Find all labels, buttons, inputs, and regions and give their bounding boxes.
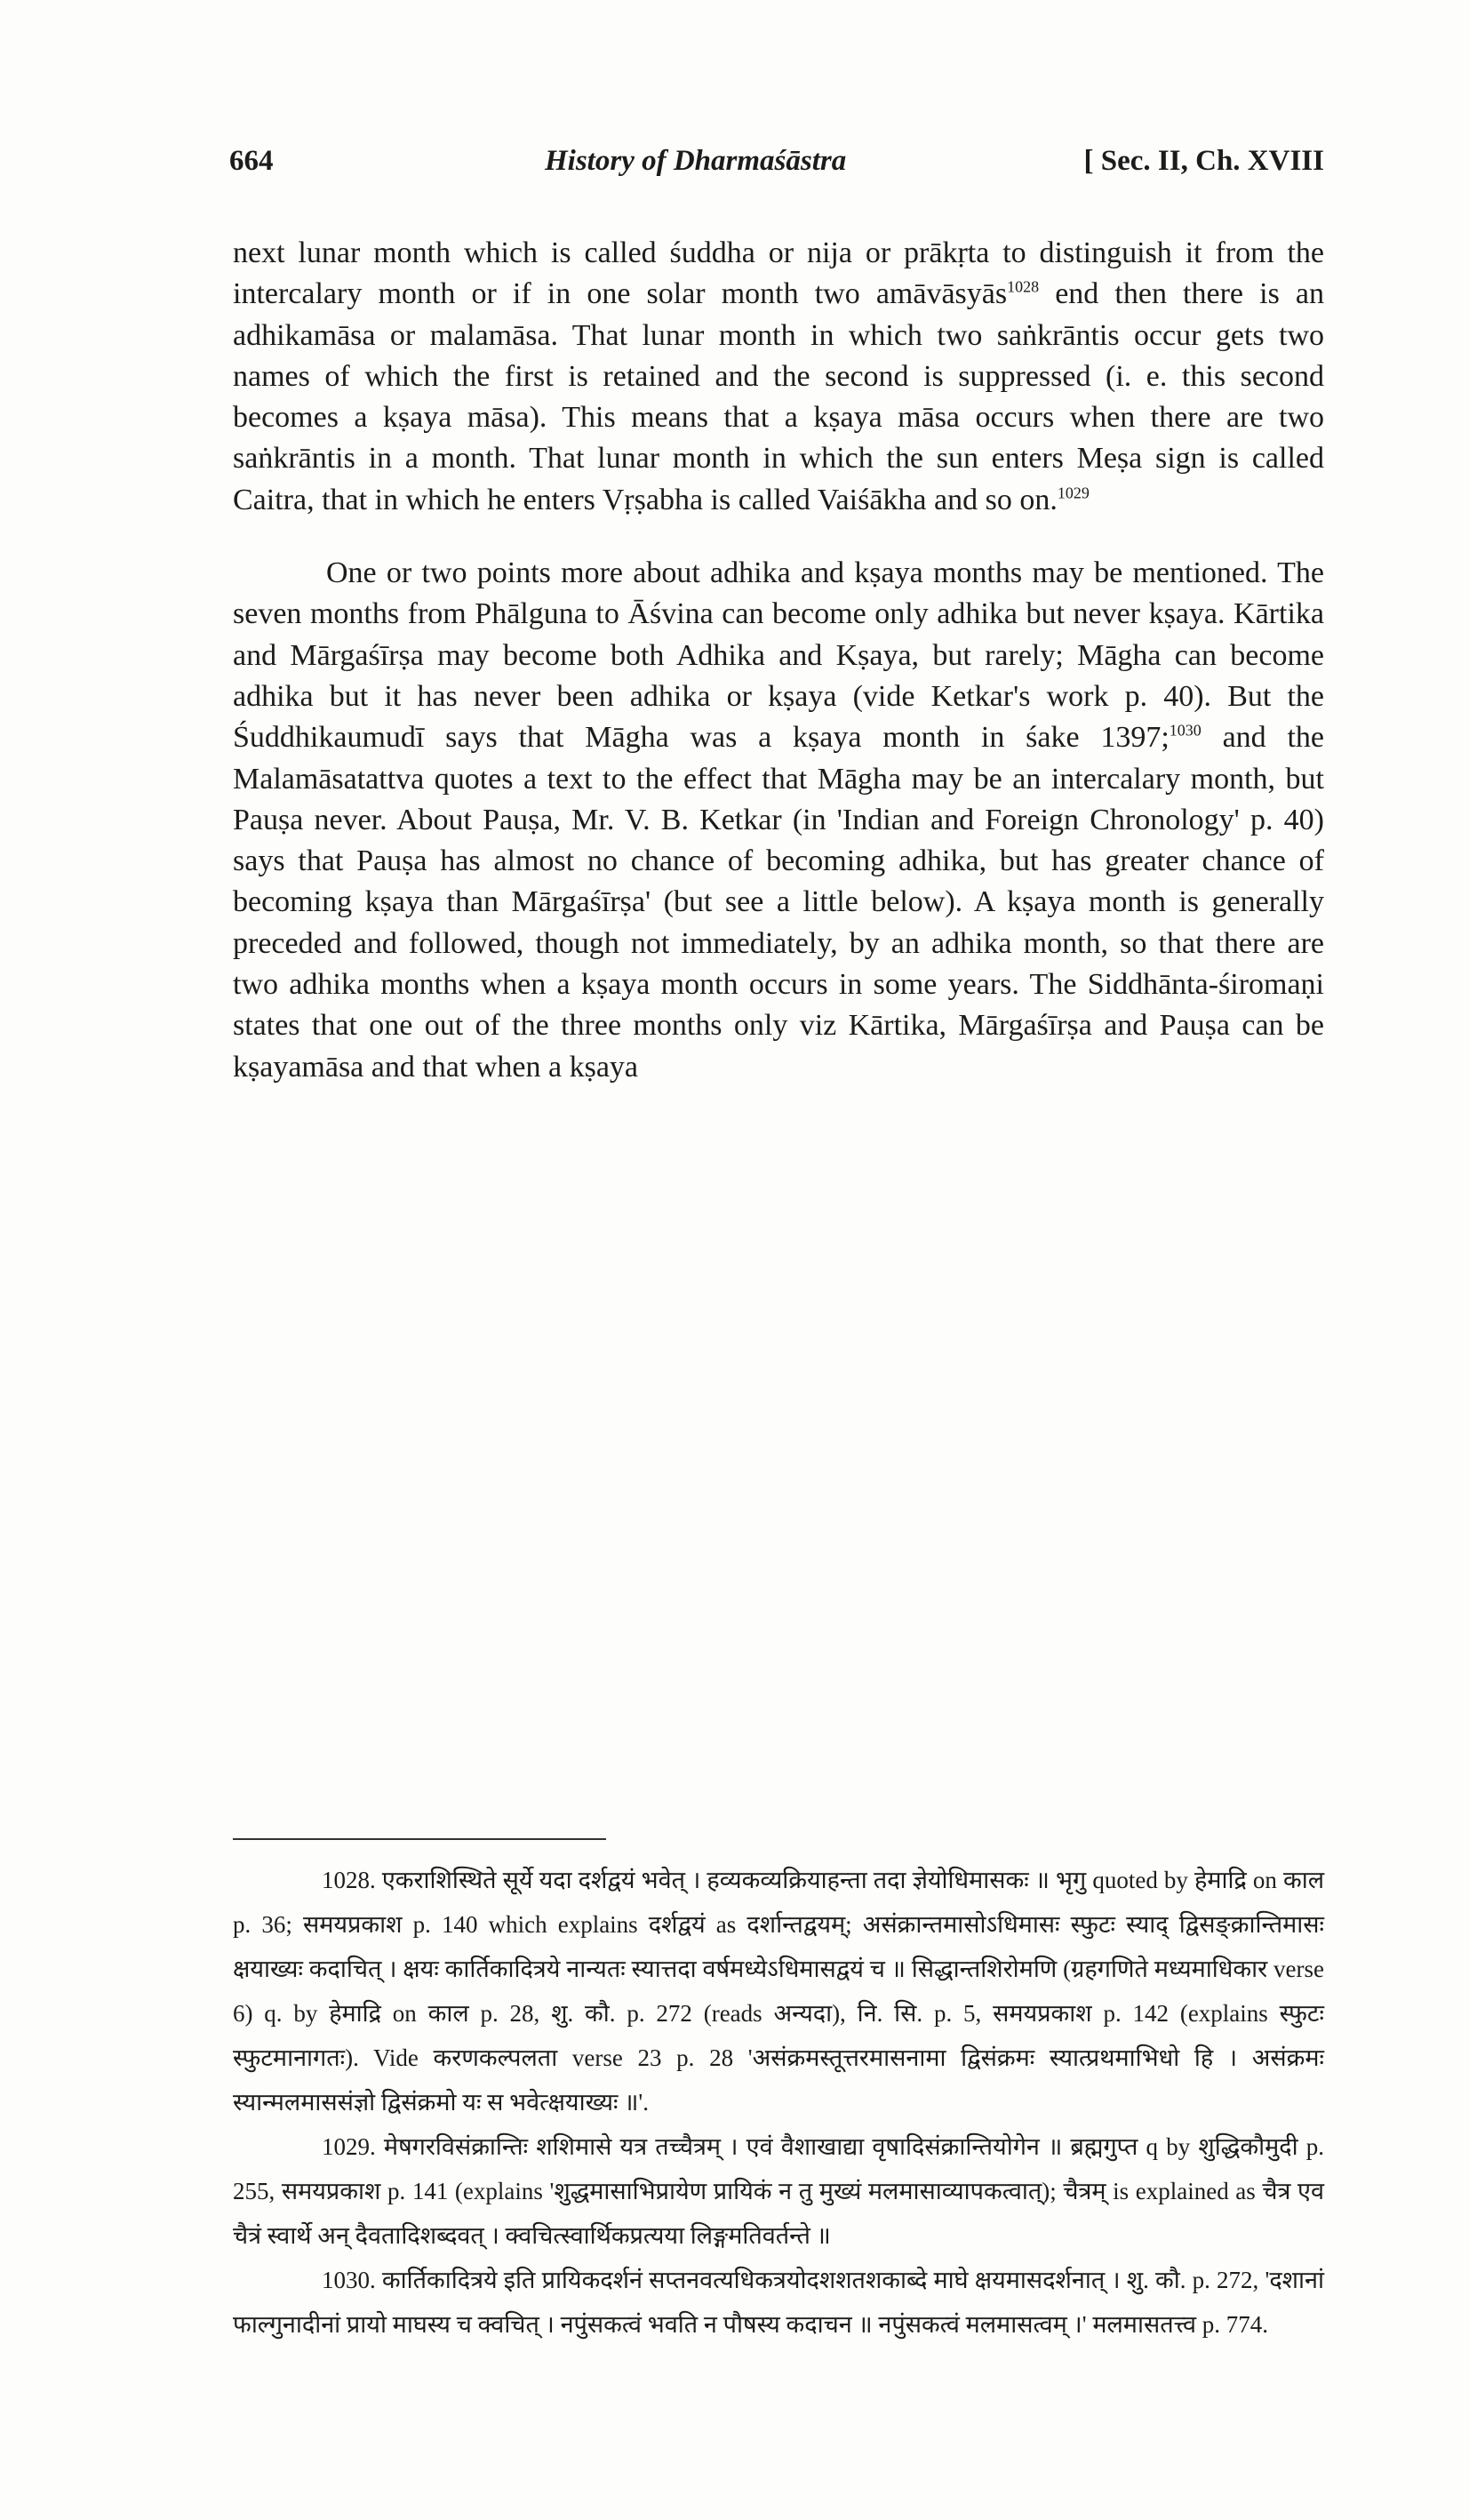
- footnote-ref-1028[interactable]: 1028: [1007, 277, 1040, 296]
- footnote-1028: 1028. एकराशिस्थिते सूर्ये यदा दर्शद्वयं भवेत् । हव्यकव्यक्रियाहन्ता तदा ज्ञेयोधिमासकः ॥ भृगु quoted by हेमाद्रि on काल p. 36; समयप्रकाश p. 140 which explains दर्शद्वयं as दर्शान्तद्वयम्; असंक्रान्तमासोऽधिमासः स्फुटः स्याद् द्विसङ्क्रान्तिमासः क्षयाख्यः कदाचित् । क्षयः कार्तिकादित्रये नान्यतः स्यात्तदा वर्षमध्येऽधिमासद्वयं च ॥ सिद्धान्तशिरोमणि (ग्रहगणिते मध्यमाधिकार verse 6) q. by हेमाद्रि on काल p. 28, शु. कौ. p. 272 (reads अन्यदा), नि. सि. p. 5, समयप्रकाश p. 142 (explains स्फुटः स्फुटमानागतः). Vide करणकल्पलता verse 23 p. 28 'असंक्रमस्तूत्तरमासनामा द्विसंक्रमः स्यात्प्रथमाभिधो हि । असंक्रमः स्यान्मलमाससंज्ञो द्विसंक्रमो यः स भवेत्क्षयाख्यः ॥'.: [233, 1867, 1324, 2116]
- footnote-divider: [233, 1838, 606, 1840]
- footnotes: [233, 1858, 1324, 2347]
- footnote-ref-1030[interactable]: 1030: [1169, 721, 1202, 740]
- page-header: [229, 145, 1324, 189]
- section-reference: [ Sec. II, Ch. XVIII: [1083, 145, 1324, 177]
- main-text: [233, 233, 1324, 1088]
- running-title: History of Dharmaśāstra: [545, 145, 847, 177]
- footnote-ref-1029[interactable]: 1029: [1057, 484, 1090, 502]
- paragraph-1-continued: end then there is an adhikamāsa or malamāsa. That lunar month in which two saṅkrāntis occur gets two names of which the first is retained and the second is suppressed (i. e. this second becomes a kṣaya māsa). This means that a kṣaya māsa occurs when there are two saṅkrāntis in a month. That lunar month in which the sun enters Meṣa sign is called Caitra, that in which he enters Vṛṣabha is called Vaiśākha and so on.: [233, 277, 1324, 516]
- paragraph-2: [233, 553, 1324, 1088]
- paragraph-2-continued: and the Malamāsatattva quotes a text to the effect that Māgha may be an intercalary month, but Pauṣa never. About Pauṣa, Mr. V. B. Ketkar (in 'Indian and Foreign Chronology' p. 40) says that Pauṣa has almost no chance of becoming adhika, but has greater chance of becoming kṣaya than Mārgaśīrṣa' (but see a little below). A kṣaya month is generally preceded and followed, though not immediately, by an adhika month, so that there are two adhika months when a kṣaya month occurs in some years. The Siddhānta-śiromaṇi states that one out of the three months only viz Kārtika, Mārgaśīrṣa and Pauṣa can be kṣayamāsa and that when a kṣaya: [233, 721, 1324, 1084]
- paragraph-2-text: One or two points more about adhika and kṣaya months may be mentioned. The seven months from Phālguna to Āśvina can become only adhika but never kṣaya. Kārtika and Mārgaśīrṣa may become both Adhika and Kṣaya, but rarely; Māgha can become adhika but it has never been adhika or kṣaya (vide Ketkar's work p. 40). But the Śuddhikaumudī says that Māgha was a kṣaya month in śake 1397;: [233, 556, 1324, 755]
- paragraph-1: [233, 233, 1324, 521]
- paragraph-1-text: next lunar month which is called śuddha or nija or prākṛta to distinguish it from the intercalary month or if in one solar month two amāvāsyās: [233, 236, 1324, 311]
- page-number: 664: [229, 145, 274, 177]
- footnote-1029: 1029. मेषगरविसंक्रान्तिः शशिमासे यत्र तच्चैत्रम् । एवं वैशाखाद्या वृषादिसंक्रान्तियोगेन ॥ ब्रह्मगुप्त q by शुद्धिकौमुदी p. 255, समयप्रकाश p. 141 (explains 'शुद्धमासाभिप्रायेण प्रायिकं न तु मुख्यं मलमासाव्यापकत्वात्); चैत्रम् is explained as चैत्र एव चैत्रं स्वार्थे अन् दैवतादिशब्दवत् । क्वचित्स्वार्थिकप्रत्यया लिङ्गमतिवर्तन्ते ॥: [233, 2133, 1324, 2249]
- footnote-1030: 1030. कार्तिकादित्रये इति प्रायिकदर्शनं सप्तनवत्यधिकत्रयोदशशतशकाब्दे माघे क्षयमासदर्शनात् । शु. कौ. p. 272, 'दशानां फाल्गुनादीनां प्रायो माघस्य च क्वचित् । नपुंसकत्वं भवति न पौषस्य कदाचन ॥ नपुंसकत्वं मलमासत्वम् ।' मलमासतत्त्व p. 774.: [233, 2267, 1324, 2338]
